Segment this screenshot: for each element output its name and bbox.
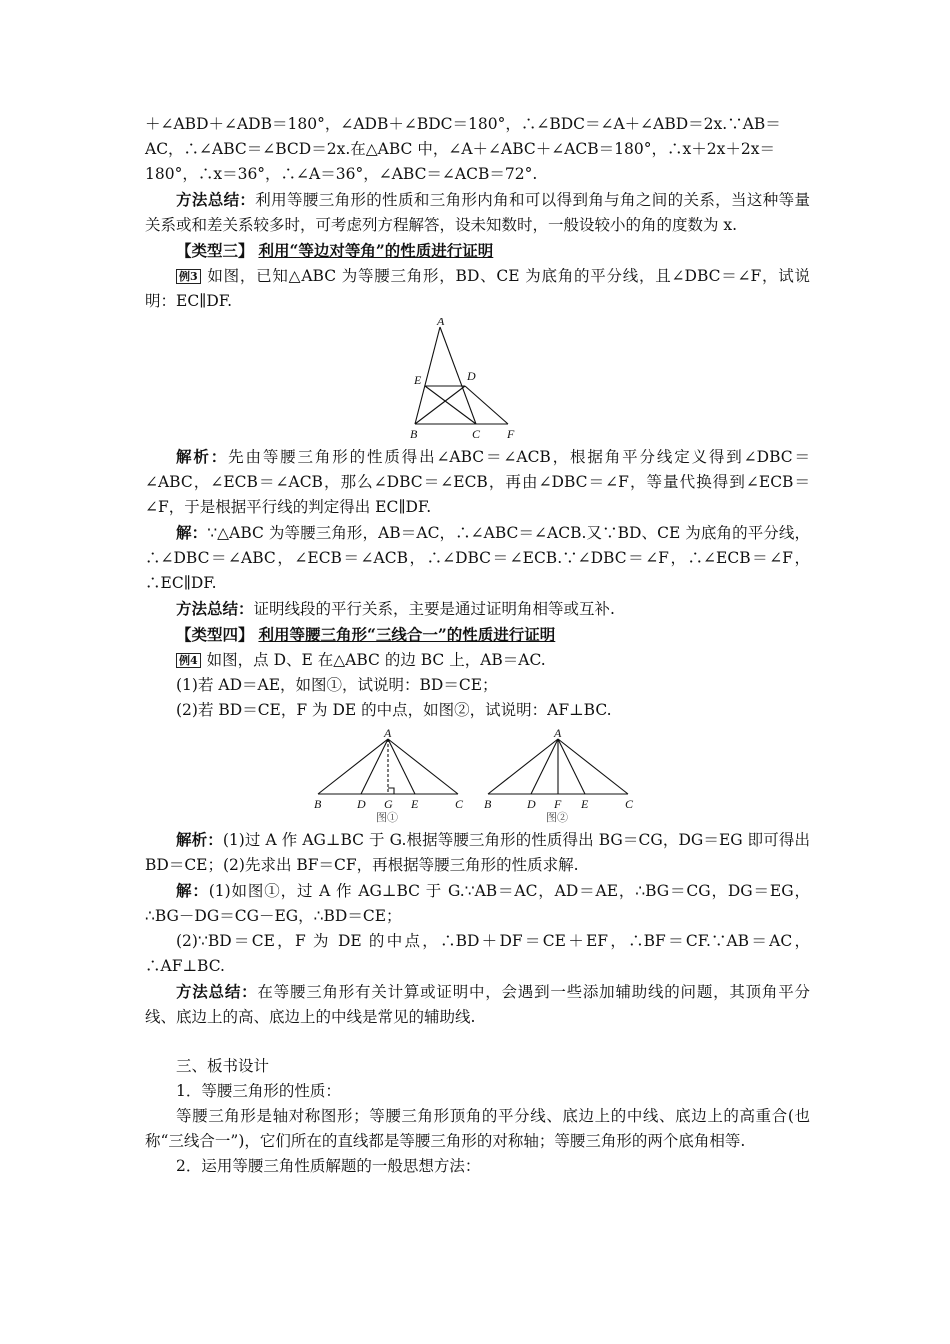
type4-title: 利用等腰三角形“三线合一”的性质进行证明 (258, 625, 556, 644)
intro-line-1: ＋∠ABD＋∠ADB＝180°，∠ADB＋∠BDC＝180°，∴∠BDC＝∠A＋∠ABD＝2x.∵AB＝ (145, 115, 781, 133)
fig1-label-g: G (383, 797, 393, 811)
fig3-label-f: F (506, 427, 514, 440)
figure-1 (318, 739, 458, 794)
method-summary-4 (145, 979, 810, 1030)
example-4-solution-1 (145, 878, 810, 929)
solution-text: (1)如图①，过 A 作 AG⊥BC 于 G.∵AB＝AC，AD＝AE，∴BG＝CG，DG＝EG，∴BG－DG＝CG－EG，∴BD＝CE； (145, 882, 810, 925)
solution-label: 解： (176, 523, 208, 542)
figure-2 (488, 739, 628, 794)
fig3-label-a: A (436, 318, 444, 328)
summary-text: 利用等腰三角形的性质和三角形内角和可以得到角与角之间的关系，当这种等量关系或和差关系较多时，可考虑列方程解答，设未知数时，一般设较小的角的度数为 x. (145, 191, 810, 234)
summary-label: 方法总结： (176, 190, 256, 209)
analysis-label: 解析： (176, 447, 229, 466)
example-4-figures (313, 727, 643, 823)
fig2-label-a: A (553, 727, 561, 740)
type4-heading (145, 622, 810, 648)
fig2-label-c: C (624, 797, 633, 811)
example-3-solution (145, 520, 810, 596)
fig1-label-e: E (410, 797, 418, 811)
example-3-analysis (145, 444, 810, 520)
analysis-text: (1)过 A 作 AG⊥BC 于 G.根据等腰三角形的性质得出 BG＝CG，DG＝EG 即可得出 BD＝CE；(2)先求出 BF＝CF，再根据等腰三角形的性质求解. (145, 831, 810, 874)
example-3-text: 如图，已知△ABC 为等腰三角形，BD、CE 为底角的平分线，且∠DBC＝∠F，试说明：EC∥DF. (145, 267, 810, 310)
type3-title: 利用“等边对等角”的性质进行证明 (258, 241, 494, 260)
summary-label: 方法总结： (176, 982, 258, 1001)
summary-label: 方法总结： (176, 599, 254, 618)
fig1-caption: 图① (375, 812, 398, 823)
example-3-badge: 例3 (176, 269, 201, 284)
type4-label: 【类型四】 (176, 625, 254, 644)
fig2-label-f: F (553, 797, 561, 811)
analysis-text: 先由等腰三角形的性质得出∠ABC＝∠ACB，根据角平分线定义得到∠DBC＝∠ABC，∠ECB＝∠ACB，那么∠DBC＝∠ECB，再由∠DBC＝∠F，等量代换得到∠ECB＝∠F，于是根据平行线的判定得出 EC∥DF. (145, 448, 810, 516)
intro-line-3: 180°，∴x＝36°，∴∠A＝36°，∠ABC＝∠ACB＝72°. (145, 165, 538, 183)
board-item-1: 1．等腰三角形的性质： (176, 1082, 341, 1100)
fig2-label-d: D (526, 797, 536, 811)
method-summary-1 (145, 187, 810, 238)
summary-text: 在等腰三角形有关计算或证明中，会遇到一些添加辅助线的问题，其顶角平分线、底边上的高、底边上的中线是常见的辅助线. (145, 983, 810, 1026)
solution-label: 解： (176, 881, 209, 900)
fig1-label-c: C (454, 797, 463, 811)
type3-label: 【类型三】 (176, 241, 254, 260)
fig3-label-c: C (471, 427, 480, 440)
fig1-label-a: A (383, 727, 391, 740)
fig2-label-b: B (483, 797, 491, 811)
summary-text: 证明线段的平行关系，主要是通过证明角相等或互补. (253, 600, 615, 618)
example-4-solution-2: (2)∵BD＝CE，F 为 DE 的中点，∴BD＋DF＝CE＋EF，∴BF＝CF.∵AB＝AC，∴AF⊥BC. (145, 932, 810, 975)
example-4-analysis (145, 827, 810, 878)
board-item-2: 2．运用等腰三角性质解题的一般思想方法： (176, 1157, 481, 1175)
fig3-label-d: D (466, 369, 476, 383)
example-4-q1: (1)若 AD＝AE，如图①，试说明：BD＝CE； (176, 676, 498, 694)
example-4-question (145, 648, 810, 673)
document-page (145, 112, 810, 1179)
example-4-badge: 例4 (176, 653, 201, 668)
intro-line-2: AC，∴∠ABC＝∠BCD＝2x.在△ABC 中，∠A＋∠ABC＋∠ACB＝180°，∴x＋2x＋2x＝ (145, 140, 775, 158)
fig2-label-e: E (580, 797, 588, 811)
example-4-text: 如图，点 D、E 在△ABC 的边 BC 上，AB＝AC. (206, 651, 546, 669)
fig2-caption: 图② (545, 812, 568, 823)
example-4-q2: (2)若 BD＝CE，F 为 DE 的中点，如图②，试说明：AF⊥BC. (176, 701, 612, 719)
example-3-question (145, 264, 810, 314)
example-3-figure (408, 318, 548, 440)
analysis-label: 解析： (176, 830, 223, 849)
fig1-label-d: D (356, 797, 366, 811)
fig3-label-e: E (413, 373, 421, 387)
method-summary-3 (145, 596, 810, 622)
fig1-label-b: B (313, 797, 321, 811)
type3-heading (145, 238, 810, 264)
solution-text: ∵△ABC 为等腰三角形，AB＝AC，∴∠ABC＝∠ACB.又∵BD、CE 为底角的平分线，∴∠DBC＝∠ABC，∠ECB＝∠ACB，∴∠DBC＝∠ECB.∵∠DBC＝∠F，∴∠ECB＝∠F，∴EC∥DF. (145, 524, 810, 592)
board-item-1-text: 等腰三角形是轴对称图形；等腰三角形顶角的平分线、底边上的中线、底边上的高重合(也称“三线合一”)，它们所在的直线都是等腰三角形的对称轴；等腰三角形的两个底角相等. (145, 1107, 810, 1150)
fig3-label-b: B (409, 427, 417, 440)
board-heading: 三、板书设计 (176, 1057, 270, 1075)
